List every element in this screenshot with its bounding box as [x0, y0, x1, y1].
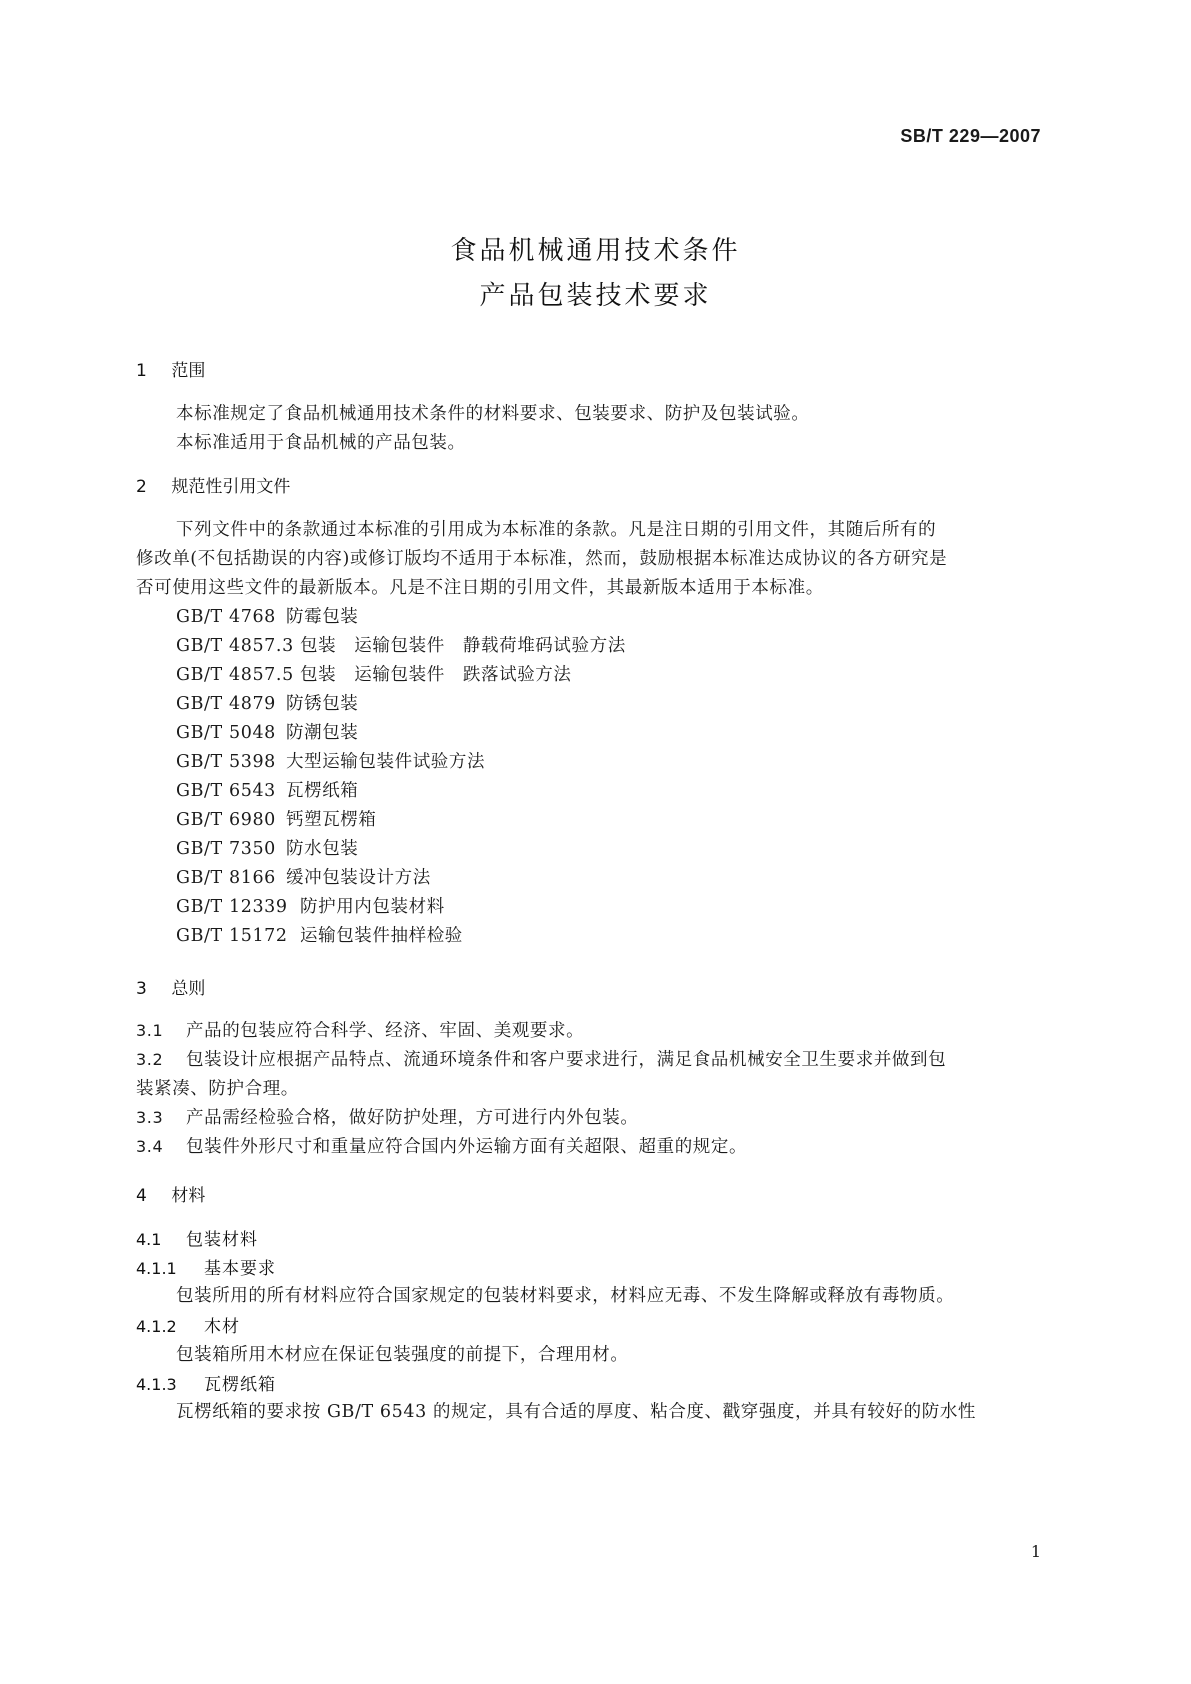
clause-3-1: 3.1 产品的包装应符合科学、经济、牢固、美观要求。: [136, 1021, 585, 1041]
clause-3-2: 3.2 包装设计应根据产品特点、流通环境条件和客户要求进行，满足食品机械安全卫生要求并做到包: [136, 1050, 947, 1070]
reference-item: GB/T 4857.3 包装 运输包装件 静载荷堆码试验方法: [176, 636, 626, 656]
subsection-heading-4-1: 4.1 包装材料: [136, 1230, 258, 1250]
page-number: 1: [1030, 1542, 1041, 1561]
standard-code: SB/T 229—2007: [900, 126, 1041, 146]
reference-list: [176, 603, 626, 951]
clause-3-4: 3.4 包装件外形尺寸和重量应符合国内外运输方面有关超限、超重的规定。: [136, 1137, 748, 1157]
subsection-heading-4-1-3: 4.1.3 瓦楞纸箱: [136, 1375, 276, 1395]
scope-paragraph-2: 本标准适用于食品机械的产品包装。: [176, 433, 466, 453]
reference-item: GB/T 4879 防锈包装: [176, 694, 359, 714]
subsection-heading-4-1-1: 4.1.1 基本要求: [136, 1259, 276, 1279]
reference-item: GB/T 4768 防霉包装: [176, 607, 359, 627]
reference-item: GB/T 5048 防潮包装: [176, 723, 359, 743]
clause-3-3: 3.3 产品需经检验合格，做好防护处理，方可进行内外包装。: [136, 1108, 639, 1128]
normative-intro-line-2: 修改单(不包括勘误的内容)或修订版均不适用于本标准，然而，鼓励根据本标准达成协议的各方研究是: [136, 549, 948, 569]
reference-item: GB/T 5398 大型运输包装件试验方法: [176, 752, 486, 772]
section-heading-general: 3 总则: [136, 979, 206, 999]
reference-item: GB/T 4857.5 包装 运输包装件 跌落试验方法: [176, 665, 572, 685]
section-heading-scope: 1 范围: [136, 361, 206, 381]
clause-4-1-3-text: 瓦楞纸箱的要求按 GB/T 6543 的规定，具有合适的厚度、粘合度、戳穿强度，并具有较好的防水性: [176, 1402, 977, 1422]
reference-item: GB/T 12339 防护用内包装材料: [176, 897, 445, 917]
reference-item: GB/T 7350 防水包装: [176, 839, 359, 859]
clause-4-1-2-text: 包装箱所用木材应在保证包装强度的前提下，合理用材。: [176, 1345, 629, 1365]
clause-3-2-continued: 装紧凑、防护合理。: [136, 1079, 299, 1099]
reference-item: GB/T 6980 钙塑瓦楞箱: [176, 810, 377, 830]
reference-item: GB/T 6543 瓦楞纸箱: [176, 781, 359, 801]
document-subtitle: 产品包装技术要求: [479, 281, 712, 311]
subsection-heading-4-1-2: 4.1.2 木材: [136, 1317, 240, 1337]
normative-intro-line-3: 否可使用这些文件的最新版本。凡是不注日期的引用文件，其最新版本适用于本标准。: [136, 578, 824, 598]
section-heading-materials: 4 材料: [136, 1186, 206, 1206]
clause-4-1-1-text: 包装所用的所有材料应符合国家规定的包装材料要求，材料应无毒、不发生降解或释放有毒物质。: [176, 1286, 955, 1306]
document-title: 食品机械通用技术条件: [450, 236, 741, 266]
scope-paragraph-1: 本标准规定了食品机械通用技术条件的材料要求、包装要求、防护及包装试验。: [176, 404, 810, 424]
section-heading-normative-references: 2 规范性引用文件: [136, 477, 291, 497]
reference-item: GB/T 15172 运输包装件抽样检验: [176, 926, 463, 946]
reference-item: GB/T 8166 缓冲包装设计方法: [176, 868, 431, 888]
normative-intro-line-1: 下列文件中的条款通过本标准的引用成为本标准的条款。凡是注日期的引用文件，其随后所有的: [176, 520, 937, 540]
